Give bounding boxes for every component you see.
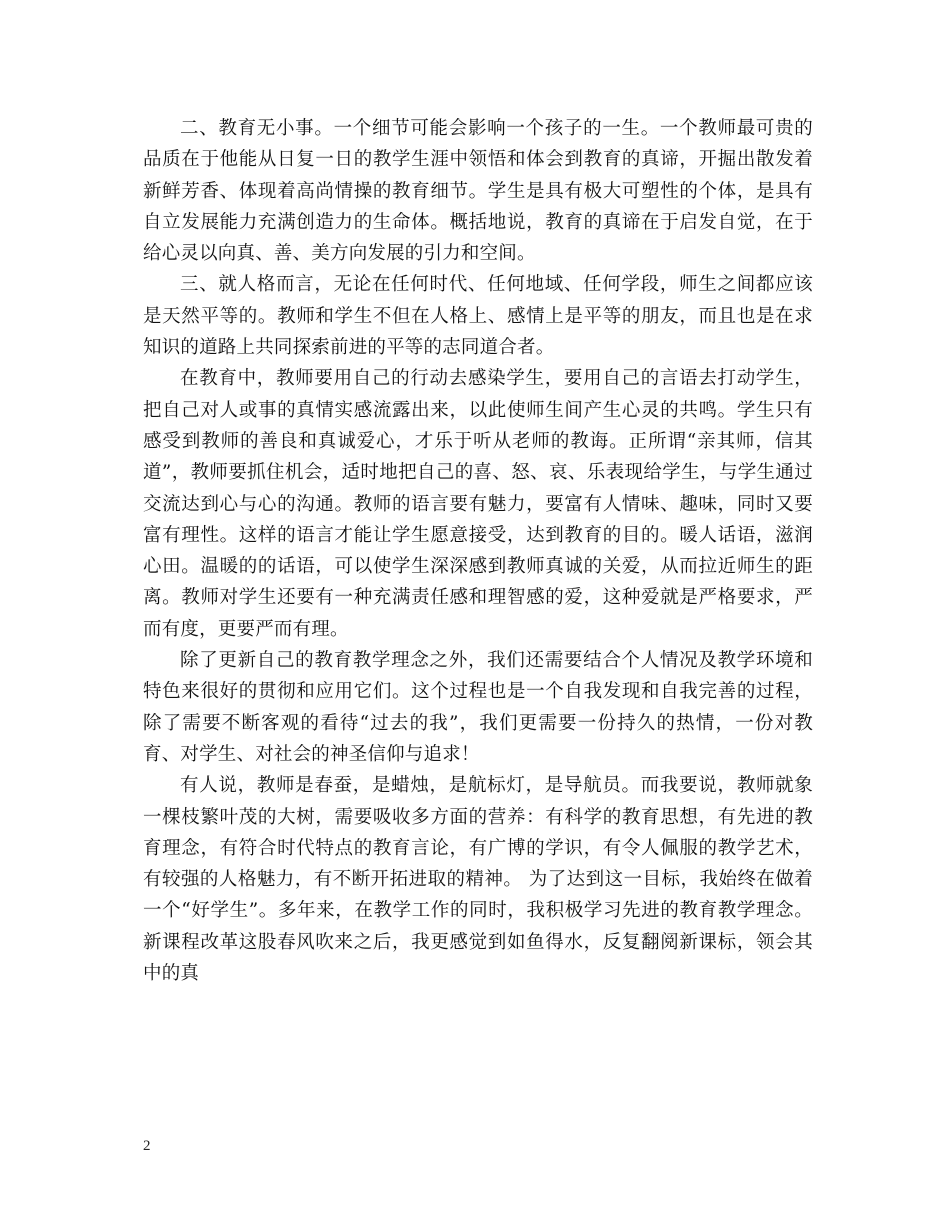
paragraph-equality: 三、就人格而言，无论在任何时代、任何地域、任何学段，师生之间都应该是天然平等的。教师和学生不但在人格上、感情上是平等的朋友，而且也是在求知识的道路上共同探索前进的平等的志同道合者。 bbox=[143, 274, 813, 359]
paragraph-teacher-language: 在教育中，教师要用自己的行动去感染学生，要用自己的言语去打动学生，把自己对人或事的真情实感流露出来，以此使师生间产生心灵的共鸣。学生只有感受到教师的善良和真诚爱心，才乐于听从老师的教诲。正所谓“亲其师，信其道”，教师要抓住机会，适时地把自己的喜、怒、哀、乐表现给学生，与学生通过交流达到心与心的沟通。教师的语言要有魅力，要富有人情味、趣味，同时又要富有理性。这样的语言才能让学生愿意接受，达到教育的目的。暖人话语，滋润心田。温暖的的话语，可以使学生深深感到教师真诚的关爱，从而拉近师生的距离。教师对学生还要有一种充满责任感和理智感的爱，这种爱就是严格要求，严而有度，更要严而有理。 bbox=[143, 368, 813, 640]
paragraph-teacher-tree: 有人说，教师是春蚕，是蜡烛，是航标灯，是导航员。而我要说，教师就象一棵枝繁叶茂的大树，需要吸收多方面的营养：有科学的教育思想，有先进的教育理念，有符合时代特点的教育言论，有广博的学识，有令人佩服的教学艺术，有较强的人格魅力，有不断开拓进取的精神。 为了达到这一目标，我始终在做着一个“好学生”。多年来，在教学工作的同时，我积极学习先进的教育教学理念。新课程改革这股春风吹来之后，我更感觉到如鱼得水，反复翻阅新课标，领会其中的真 bbox=[143, 775, 813, 985]
document-body bbox=[143, 113, 813, 989]
page-number: 2 bbox=[143, 1138, 151, 1154]
paragraph-teaching-philosophy: 除了更新自己的教育教学理念之外，我们还需要结合个人情况及教学环境和特色来很好的贯彻和应用它们。这个过程也是一个自我发现和自我完善的过程，除了需要不断客观的看待“过去的我”，我们更需要一份持久的热情，一份对教育、对学生、对社会的神圣信仰与追求！ bbox=[143, 650, 813, 765]
paragraph-education-details: 二、教育无小事。一个细节可能会影响一个孩子的一生。一个教师最可贵的品质在于他能从日复一日的教学生涯中领悟和体会到教育的真谛，开掘出散发着新鲜芳香、体现着高尚情操的教育细节。学生是具有极大可塑性的个体，是具有自立发展能力充满创造力的生命体。概括地说，教育的真谛在于启发自觉，在于给心灵以向真、善、美方向发展的引力和空间。 bbox=[143, 118, 813, 265]
